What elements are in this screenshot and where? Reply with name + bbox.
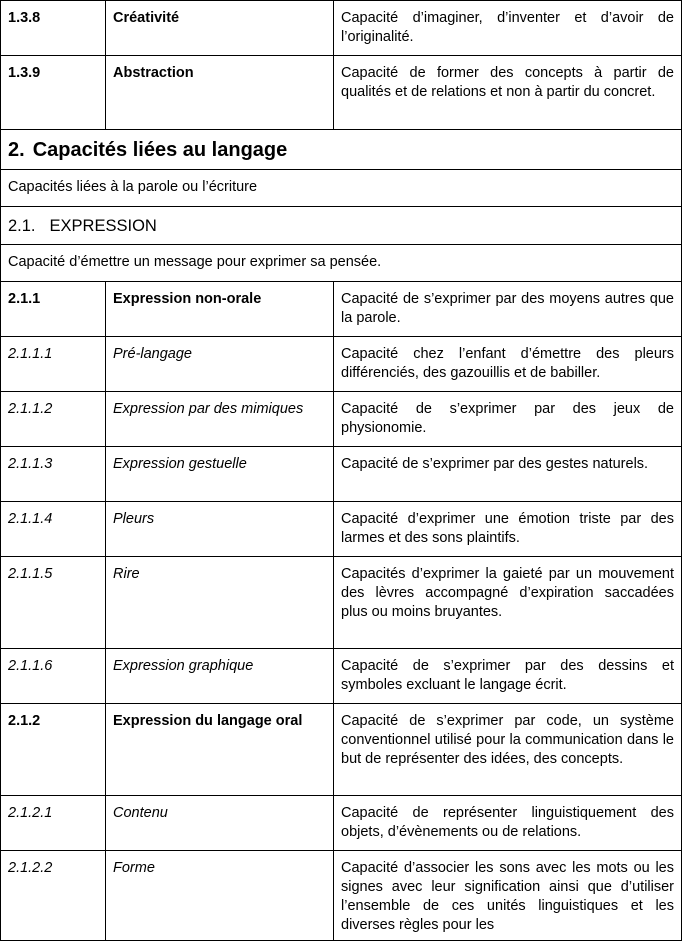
row-term: Contenu [106,796,334,851]
table-row [1,796,682,851]
subsection-title: EXPRESSION [49,217,157,235]
row-description: Capacités d’exprimer la gaieté par un mouvement des lèvres accompagné d’expiration saccadées plus ou moins bruyantes. [334,557,682,649]
section-heading [1,130,682,170]
row-term: Expression du langage oral [106,704,334,796]
section-subtitle-row [1,170,682,207]
row-code: 2.1.1.1 [1,337,106,392]
row-code: 2.1.1.6 [1,649,106,704]
section-number: 2. [8,139,25,161]
section-heading-row [1,130,682,170]
row-term: Expression non-orale [106,282,334,337]
row-code: 2.1.1.3 [1,447,106,502]
table-row [1,502,682,557]
row-code: 2.1.1.2 [1,392,106,447]
table-row [1,704,682,796]
table-row [1,392,682,447]
table-row [1,337,682,392]
row-code: 2.1.2.2 [1,851,106,941]
row-description: Capacité de représenter linguistiquement des objets, d’évènements ou de relations. [334,796,682,851]
row-description: Capacité d’imaginer, d’inventer et d’avoir de l’originalité. [334,1,682,56]
row-term: Rire [106,557,334,649]
row-code: 1.3.8 [1,1,106,56]
row-term: Expression par des mimiques [106,392,334,447]
table-row [1,557,682,649]
table-row [1,649,682,704]
section-subtitle: Capacités liées à la parole ou l’écriture [1,170,682,207]
row-term: Forme [106,851,334,941]
row-description: Capacité chez l’enfant d’émettre des pleurs différenciés, des gazouillis et de babiller. [334,337,682,392]
row-description: Capacité de s’exprimer par des gestes naturels. [334,447,682,502]
row-description: Capacité de s’exprimer par des jeux de physionomie. [334,392,682,447]
row-term: Expression graphique [106,649,334,704]
table-row [1,447,682,502]
row-term: Créativité [106,1,334,56]
row-description: Capacité de s’exprimer par des moyens autres que la parole. [334,282,682,337]
row-description: Capacité de s’exprimer par des dessins et symboles excluant le langage écrit. [334,649,682,704]
row-code: 2.1.1.5 [1,557,106,649]
subsection-number: 2.1. [8,217,36,235]
row-description: Capacité de s’exprimer par code, un système conventionnel utilisé pour la communication dans le but de représenter des idées, des concepts. [334,704,682,796]
row-description: Capacité d’exprimer une émotion triste par des larmes et des sons plaintifs. [334,502,682,557]
subsection-description: Capacité d’émettre un message pour exprimer sa pensée. [1,245,682,282]
table-row [1,282,682,337]
row-term: Expression gestuelle [106,447,334,502]
subsection-heading-row [1,207,682,245]
row-code: 1.3.9 [1,56,106,130]
row-term: Pleurs [106,502,334,557]
row-description: Capacité d’associer les sons avec les mots ou les signes avec leur signification ainsi que d’utiliser l’ensemble de ces unités linguistiques et les diverses règles pour les [334,851,682,941]
row-description: Capacité de former des concepts à partir de qualités et de relations et non à partir du concret. [334,56,682,130]
section-title: Capacités liées au langage [32,139,288,161]
table-row [1,1,682,56]
row-code: 2.1.1 [1,282,106,337]
row-code: 2.1.1.4 [1,502,106,557]
row-code: 2.1.2 [1,704,106,796]
row-term: Abstraction [106,56,334,130]
row-term: Pré-langage [106,337,334,392]
row-code: 2.1.2.1 [1,796,106,851]
table-row [1,851,682,941]
subsection-description-row [1,245,682,282]
subsection-heading [1,207,682,245]
table-row [1,56,682,130]
